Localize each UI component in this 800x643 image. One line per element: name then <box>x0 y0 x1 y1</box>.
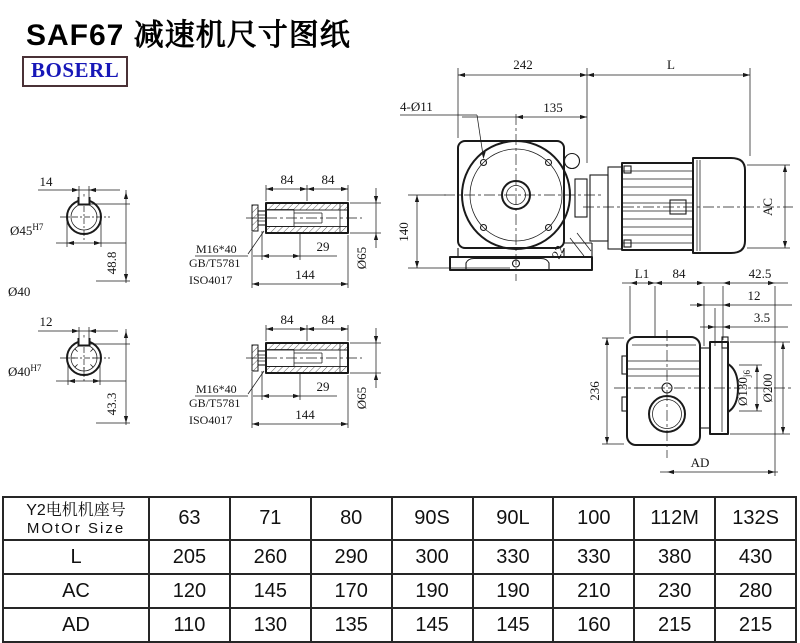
dim-140: 140 <box>396 222 411 242</box>
dim-foot-22: 22 <box>548 242 568 262</box>
row-label: L <box>3 540 149 574</box>
dim-bore-bottom: $Ø40^{H7}$ <box>8 363 42 379</box>
dim-motor-dia-AC: AC <box>760 197 775 217</box>
table-cell: 120 <box>149 574 230 608</box>
label-bolt-bottom: M16*40 <box>196 382 237 396</box>
label-mounting-holes: 4-Ø11 <box>400 99 433 114</box>
dim-42-5: 42.5 <box>748 266 772 281</box>
table-cell: 215 <box>634 608 715 642</box>
table-cell: 260 <box>230 540 311 574</box>
table-row-AC <box>3 574 796 608</box>
table-header-motor-size <box>3 497 149 540</box>
dim-bore-top: $Ø45^{H7}$ <box>10 222 44 238</box>
dim-84b-top: 84 <box>321 172 335 187</box>
table-cell: 215 <box>715 608 796 642</box>
label-standard1-top: GB/T5781 <box>189 256 241 270</box>
dim-flange-dia: Ø200 <box>760 373 775 403</box>
gearmotor-front-view <box>396 57 793 281</box>
dim-12: 12 <box>747 288 761 303</box>
dim-dia65-bottom: Ø65 <box>354 386 369 410</box>
table-header-row <box>3 497 796 540</box>
dim-236: 236 <box>587 381 602 401</box>
table-cell: 280 <box>715 574 796 608</box>
table-cell: 145 <box>230 574 311 608</box>
row-label: AC <box>3 574 149 608</box>
table-cell: 230 <box>634 574 715 608</box>
brand-logo-text: BOSERL <box>31 58 120 82</box>
gearbox-side-view <box>587 266 793 476</box>
table-cell: 205 <box>149 540 230 574</box>
label-standard2-bottom: ISO4017 <box>189 413 233 427</box>
col-header: 90L <box>473 497 554 540</box>
table-cell: 290 <box>311 540 392 574</box>
dim-29-top: 29 <box>316 239 330 254</box>
col-header: 100 <box>553 497 634 540</box>
table-cell: 170 <box>311 574 392 608</box>
col-header: 90S <box>392 497 473 540</box>
dim-84-side: 84 <box>672 266 686 281</box>
dim-29-bottom: 29 <box>316 379 330 394</box>
dim-spigot-dia: $Ø130_{j6}$ <box>735 370 752 406</box>
dim-144-top: 144 <box>295 267 315 282</box>
dim-keyway-depth-bottom: 43.3 <box>104 392 119 416</box>
table-cell: 145 <box>392 608 473 642</box>
col-header: 132S <box>715 497 796 540</box>
dim-84a-top: 84 <box>280 172 294 187</box>
dim-dia65-top: Ø65 <box>354 246 369 270</box>
table-cell: 330 <box>553 540 634 574</box>
table-cell: 300 <box>392 540 473 574</box>
table-cell: 210 <box>553 574 634 608</box>
label-standard1-bottom: GB/T5781 <box>189 396 241 410</box>
shaft-section-top-view <box>8 174 130 299</box>
dim-135: 135 <box>543 100 563 115</box>
dim-AD: AD <box>690 455 710 470</box>
table-header-line1: Y2电机机座号 <box>26 501 126 519</box>
dim-keyway-width-bottom: 12 <box>39 314 53 329</box>
dim-L1: L1 <box>634 266 650 281</box>
hollow-shaft-bottom-view <box>189 312 381 428</box>
table-row-L <box>3 540 796 574</box>
hollow-shaft-top-view <box>189 172 381 288</box>
table-cell: 330 <box>473 540 554 574</box>
dim-keyway-width-top: 14 <box>39 174 53 189</box>
col-header: 63 <box>149 497 230 540</box>
label-shaft-dia: Ø40 <box>8 284 31 299</box>
table-cell: 380 <box>634 540 715 574</box>
dim-3-5: 3.5 <box>753 310 771 325</box>
label-standard2-top: ISO4017 <box>189 273 233 287</box>
dim-242: 242 <box>513 57 533 72</box>
col-header: 80 <box>311 497 392 540</box>
table-cell: 190 <box>473 574 554 608</box>
dim-144-bottom: 144 <box>295 407 315 422</box>
table-cell: 430 <box>715 540 796 574</box>
table-cell: 145 <box>473 608 554 642</box>
shaft-section-bottom-view <box>8 314 130 425</box>
table-cell: 110 <box>149 608 230 642</box>
col-header: 71 <box>230 497 311 540</box>
label-bolt-top: M16*40 <box>196 242 237 256</box>
col-header: 112M <box>634 497 715 540</box>
dim-keyway-depth-top: 48.8 <box>104 251 119 275</box>
table-cell: 160 <box>553 608 634 642</box>
table-cell: 130 <box>230 608 311 642</box>
motor-size-table <box>2 496 797 643</box>
dim-motor-length-L: L <box>667 57 675 72</box>
table-header-line2: MOtOr Size <box>26 519 126 537</box>
table-cell: 135 <box>311 608 392 642</box>
dim-84a-bottom: 84 <box>280 312 294 327</box>
dim-84b-bottom: 84 <box>321 312 335 327</box>
page-title: SAF67 减速机尺寸图纸 <box>26 19 351 52</box>
table-cell: 190 <box>392 574 473 608</box>
row-label: AD <box>3 608 149 642</box>
